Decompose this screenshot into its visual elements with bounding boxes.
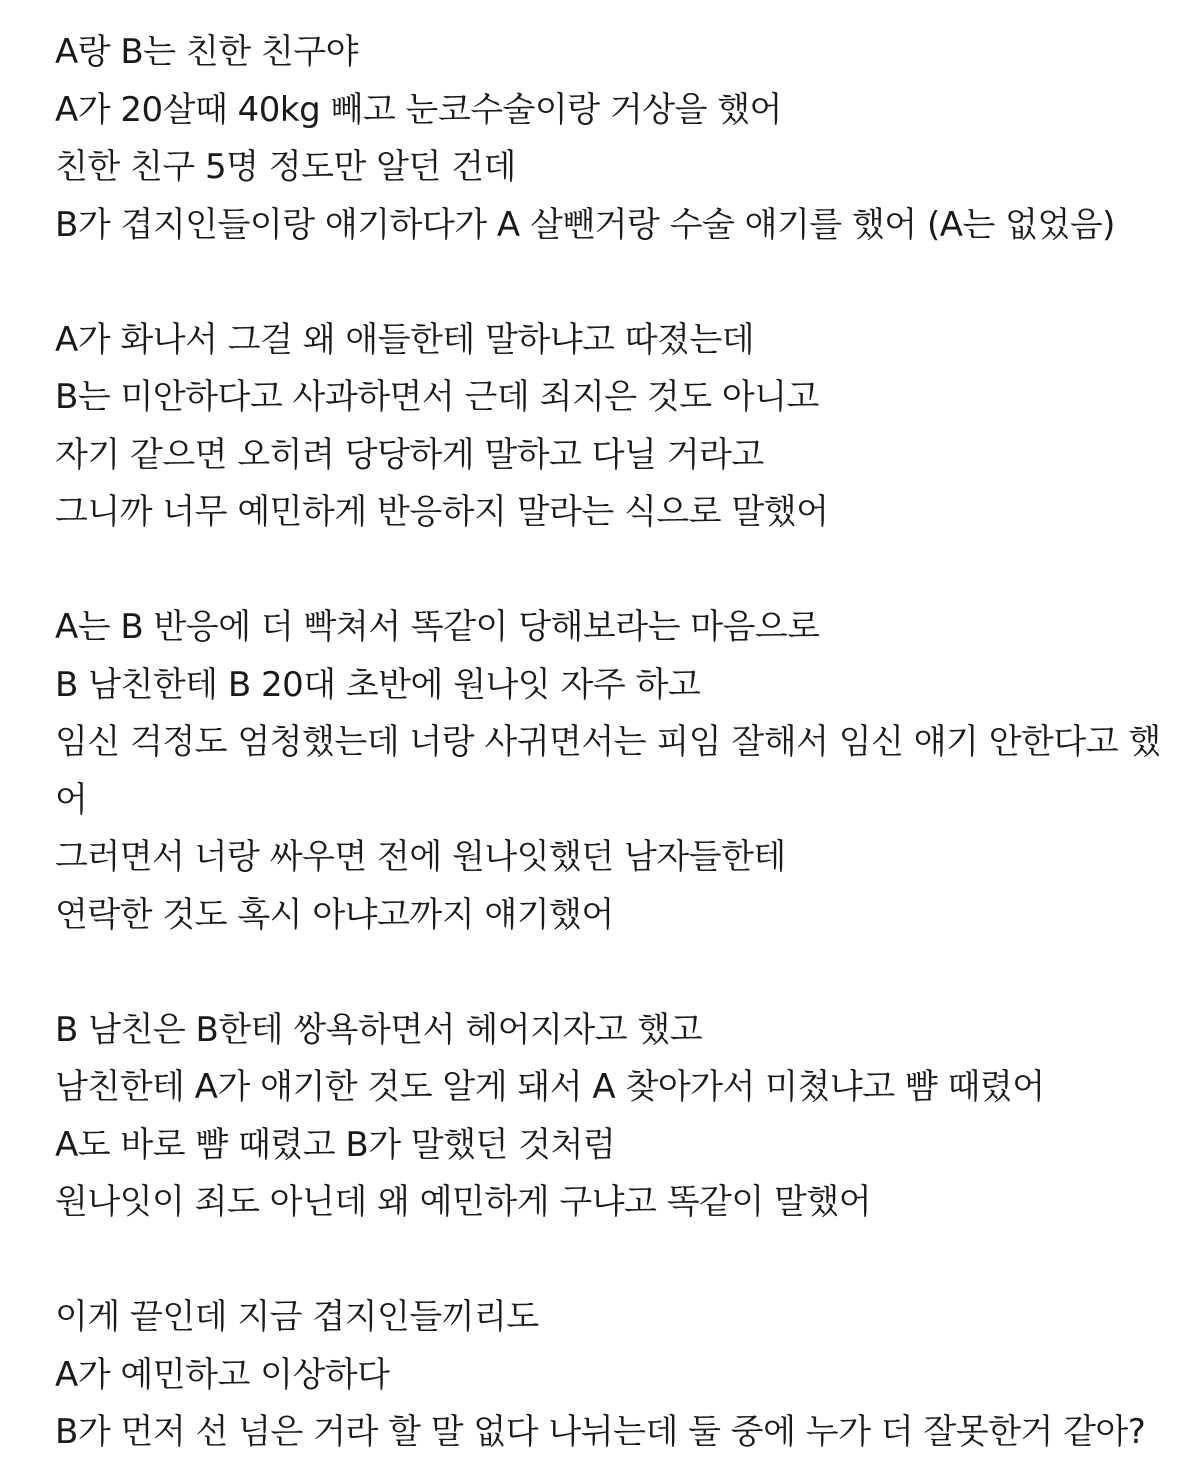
post-body xyxy=(55,24,1185,1462)
text-line: B 남친은 B한테 쌍욕하면서 헤어지자고 했고 xyxy=(55,1009,703,1050)
text-line: 임신 걱정도 엄청했는데 너랑 사귀면서는 피임 잘해서 임신 얘기 안한다고 했 xyxy=(55,722,1161,762)
text-line: 연락한 것도 혹시 아냐고까지 얘기했어 xyxy=(55,894,614,935)
text-line: A랑 B는 친한 친구야 xyxy=(55,32,358,72)
paragraph-3 xyxy=(55,599,1185,944)
paragraph-2 xyxy=(55,312,1185,542)
text-line: B가 겹지인들이랑 얘기하다가 A 살뺀거랑 수술 얘기를 했어 (A는 없었음) xyxy=(55,204,1115,245)
text-line: B는 미안하다고 사과하면서 근데 죄지은 것도 아니고 xyxy=(55,377,819,417)
text-line: A가 화나서 그걸 왜 애들한테 말하냐고 따졌는데 xyxy=(55,319,755,360)
text-line: 친한 친구 5명 정도만 알던 건데 xyxy=(55,147,516,187)
text-line: 어 xyxy=(55,779,88,820)
text-line: B 남친한테 B 20대 초반에 원나잇 자주 하고 xyxy=(55,664,701,705)
text-line: A도 바로 뺨 때렸고 B가 말했던 것처럼 xyxy=(55,1124,616,1165)
text-line: 이게 끝인데 지금 겹지인들끼리도 xyxy=(55,1297,539,1337)
paragraph-1 xyxy=(55,24,1185,254)
paragraph-5 xyxy=(55,1289,1185,1462)
text-line: 원나잇이 죄도 아닌데 왜 예민하게 구냐고 똑같이 말했어 xyxy=(55,1182,872,1222)
paragraph-4 xyxy=(55,1002,1185,1232)
text-line: 남친한테 A가 얘기한 것도 알게 돼서 A 찾아가서 미쳤냐고 뺨 때렸어 xyxy=(55,1067,1045,1107)
text-line: 자기 같으면 오히려 당당하게 말하고 다닐 거라고 xyxy=(55,434,764,475)
text-line: 그러면서 너랑 싸우면 전에 원나잇했던 남자들한테 xyxy=(55,837,786,877)
text-line: A는 B 반응에 더 빡쳐서 똑같이 당해보라는 마음으로 xyxy=(55,607,820,647)
text-line: 그니까 너무 예민하게 반응하지 말라는 식으로 말했어 xyxy=(55,492,829,532)
text-line: B가 먼저 선 넘은 거라 할 말 없다 나뉘는데 둘 중에 누가 더 잘못한거 같아? xyxy=(55,1412,1146,1452)
text-line: A가 20살때 40kg 빼고 눈코수술이랑 거상을 했어 xyxy=(55,89,782,130)
text-line: A가 예민하고 이상하다 xyxy=(55,1354,390,1395)
